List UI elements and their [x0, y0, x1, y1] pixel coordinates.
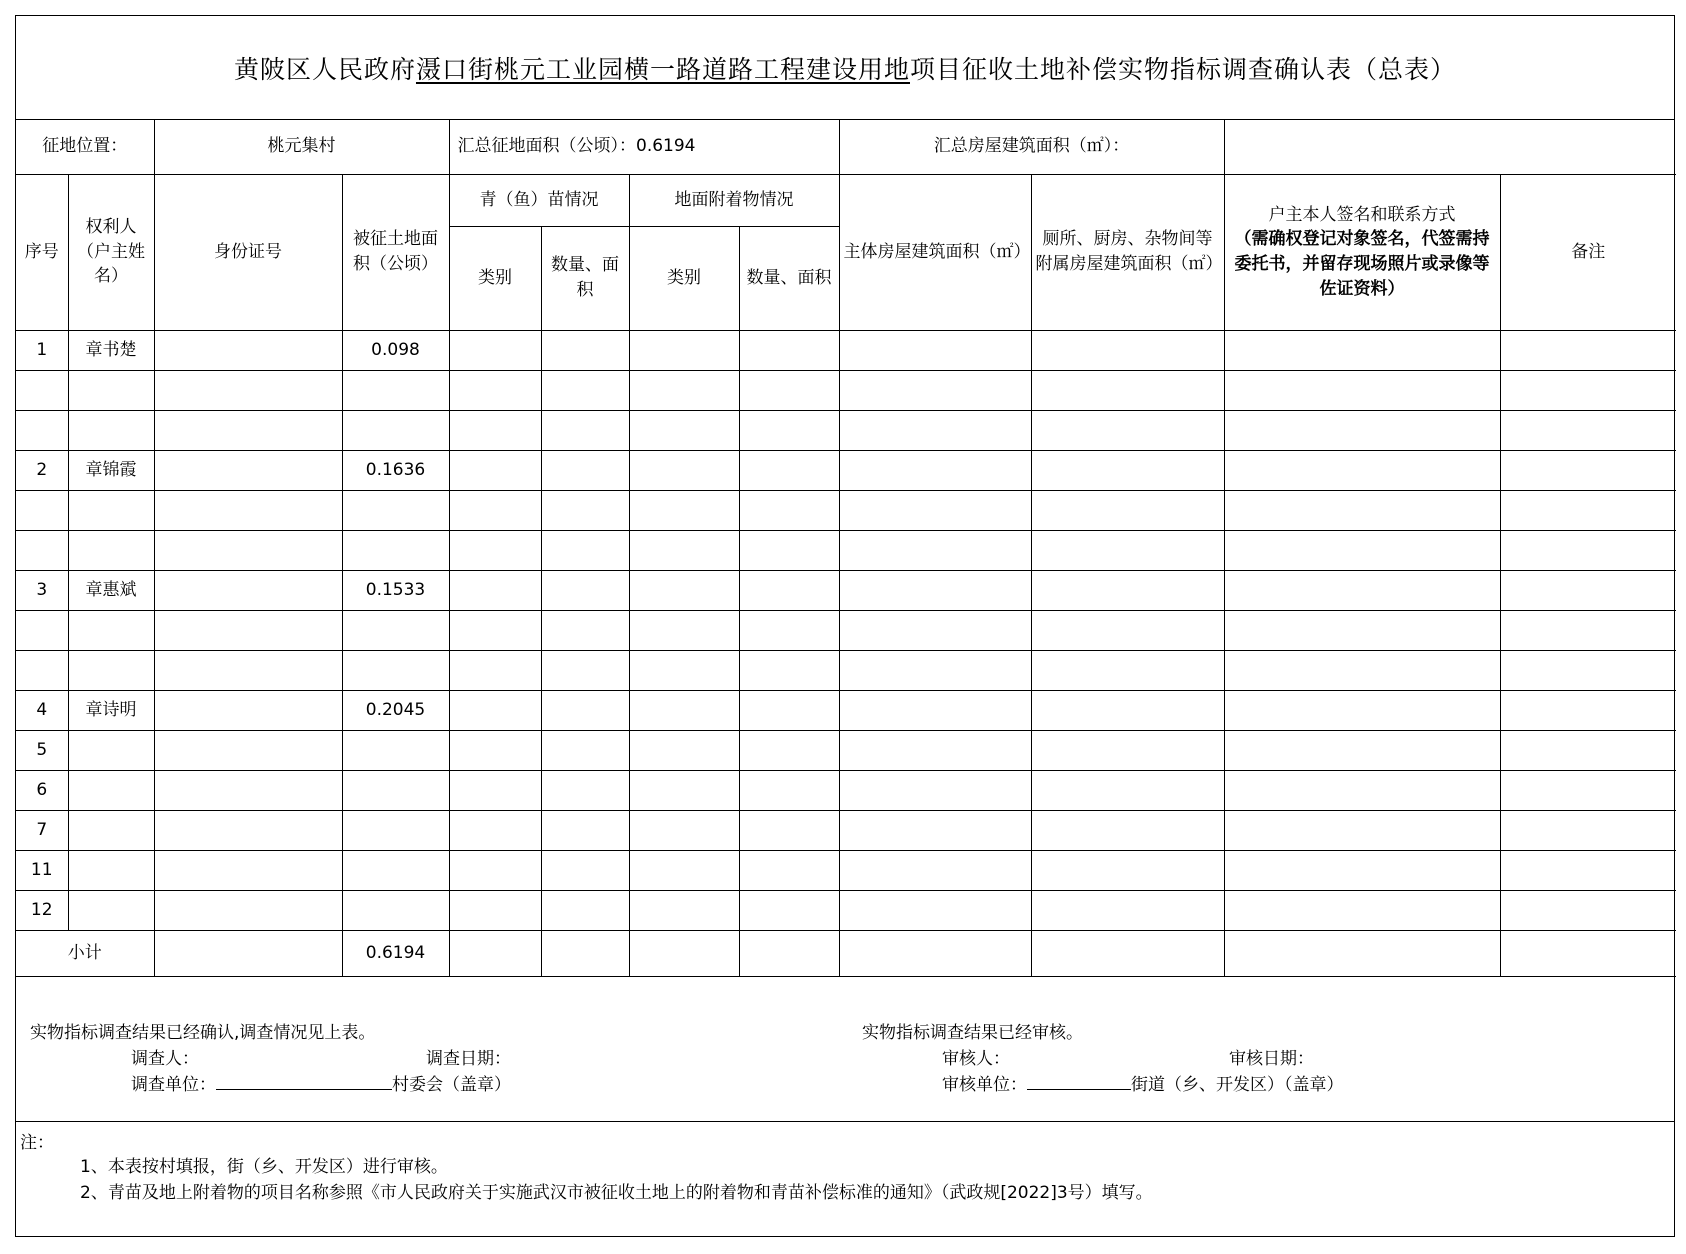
location-label: 征地位置： [16, 120, 154, 174]
row-blank-cell [1500, 370, 1676, 410]
row-land-area [342, 890, 449, 930]
row-blank-cell [449, 490, 541, 530]
row-seq: 6 [16, 770, 68, 810]
row-blank-cell [839, 690, 1031, 730]
row-land-area: 0.1636 [342, 450, 449, 490]
row-blank-cell [1031, 370, 1224, 410]
header-owner: 权利人（户主姓名） [68, 174, 154, 330]
row-blank-cell [1224, 810, 1500, 850]
investigate-unit-blank [216, 1071, 392, 1090]
header-id: 身份证号 [154, 174, 342, 330]
row-owner-name [68, 810, 154, 850]
row-blank-cell [541, 730, 629, 770]
row-blank-cell [839, 490, 1031, 530]
row-land-area [342, 530, 449, 570]
village-seal-label: 村委会（盖章） [392, 1075, 511, 1095]
title-prefix: 黄陂区人民政府 [233, 54, 416, 84]
subtotal-blank-cell [1224, 930, 1500, 976]
row-blank-cell [839, 450, 1031, 490]
row-land-area [342, 810, 449, 850]
row-blank-cell [1500, 330, 1676, 370]
row-seq: 5 [16, 730, 68, 770]
row-id-number [154, 410, 342, 450]
row-id-number [154, 850, 342, 890]
row-blank-cell [541, 650, 629, 690]
row-blank-cell [1031, 330, 1224, 370]
row-id-number [154, 650, 342, 690]
row-blank-cell [739, 330, 839, 370]
row-owner-name [68, 730, 154, 770]
row-blank-cell [1031, 530, 1224, 570]
subtotal-blank-cell [1500, 930, 1676, 976]
subtotal-id-blank [154, 930, 342, 976]
row-blank-cell [739, 890, 839, 930]
table-row [16, 330, 1676, 370]
row-id-number [154, 890, 342, 930]
row-blank-cell [1031, 810, 1224, 850]
row-blank-cell [449, 650, 541, 690]
location-value: 桃元集村 [154, 120, 449, 174]
row-blank-cell [629, 650, 739, 690]
row-blank-cell [541, 450, 629, 490]
row-id-number [154, 490, 342, 530]
row-blank-cell [839, 530, 1031, 570]
row-id-number [154, 370, 342, 410]
total-house-value [1224, 120, 1676, 174]
row-seq [16, 370, 68, 410]
row-blank-cell [839, 410, 1031, 450]
table-row [16, 850, 1676, 890]
row-blank-cell [449, 330, 541, 370]
header-remark: 备注 [1500, 174, 1676, 330]
row-blank-cell [739, 490, 839, 530]
row-seq: 2 [16, 450, 68, 490]
row-blank-cell [739, 650, 839, 690]
row-seq [16, 490, 68, 530]
row-land-area [342, 610, 449, 650]
row-blank-cell [449, 450, 541, 490]
subtotal-blank-cell [739, 930, 839, 976]
row-blank-cell [629, 450, 739, 490]
row-seq: 11 [16, 850, 68, 890]
row-blank-cell [1224, 490, 1500, 530]
row-blank-cell [541, 410, 629, 450]
subtotal-area: 0.6194 [342, 930, 449, 976]
row-blank-cell [1031, 410, 1224, 450]
row-id-number [154, 570, 342, 610]
row-blank-cell [1224, 890, 1500, 930]
total-house-label: 汇总房屋建筑面积（㎡）： [839, 120, 1224, 174]
table-row [16, 450, 1676, 490]
signature-block [16, 992, 1674, 1122]
review-unit-blank [1027, 1071, 1131, 1090]
row-land-area [342, 850, 449, 890]
row-blank-cell [839, 610, 1031, 650]
subtotal-blank-cell [449, 930, 541, 976]
row-blank-cell [1031, 690, 1224, 730]
row-blank-cell [449, 770, 541, 810]
row-blank-cell [629, 810, 739, 850]
row-blank-cell [449, 730, 541, 770]
row-seq: 3 [16, 570, 68, 610]
header-crops-type: 类别 [449, 226, 541, 330]
row-id-number [154, 610, 342, 650]
page-title [16, 16, 1674, 120]
table-row [16, 730, 1676, 770]
row-blank-cell [1500, 690, 1676, 730]
row-seq: 7 [16, 810, 68, 850]
row-owner-name: 章锦霞 [68, 450, 154, 490]
row-blank-cell [449, 530, 541, 570]
row-blank-cell [629, 690, 739, 730]
row-seq [16, 530, 68, 570]
row-blank-cell [1031, 490, 1224, 530]
table-row [16, 690, 1676, 730]
row-blank-cell [629, 610, 739, 650]
row-blank-cell [1031, 850, 1224, 890]
subtotal-blank-cell [541, 930, 629, 976]
investigate-unit-line [131, 1070, 511, 1095]
row-id-number [154, 810, 342, 850]
row-owner-name: 章惠斌 [68, 570, 154, 610]
row-id-number [154, 330, 342, 370]
row-blank-cell [1500, 410, 1676, 450]
subtotal-label: 小计 [16, 930, 154, 976]
row-blank-cell [1224, 850, 1500, 890]
row-id-number [154, 770, 342, 810]
note-2: 2、青苗及地上附着物的项目名称参照《市人民政府关于实施武汉市被征收土地上的附着物和青苗补偿标准的通知》（武政规[2022]3号）填写。 [80, 1183, 1153, 1203]
row-blank-cell [839, 650, 1031, 690]
row-blank-cell [739, 730, 839, 770]
row-blank-cell [1500, 530, 1676, 570]
row-blank-cell [449, 810, 541, 850]
review-date-label: 审核日期： [1229, 1049, 1314, 1069]
table-row [16, 890, 1676, 930]
review-unit-label: 审核单位： [942, 1075, 1027, 1095]
table-row [16, 490, 1676, 530]
investigator-label: 调查人： [131, 1049, 199, 1069]
row-blank-cell [839, 850, 1031, 890]
row-blank-cell [739, 410, 839, 450]
summary-row [16, 120, 1676, 174]
row-blank-cell [1500, 610, 1676, 650]
row-blank-cell [1031, 890, 1224, 930]
row-blank-cell [449, 690, 541, 730]
header-signature [1224, 174, 1500, 330]
row-land-area [342, 650, 449, 690]
row-blank-cell [629, 370, 739, 410]
row-blank-cell [629, 770, 739, 810]
notes-label: 注： [20, 1133, 54, 1153]
row-blank-cell [1224, 610, 1500, 650]
reviewer-label: 审核人： [942, 1049, 1010, 1069]
review-unit-line [942, 1070, 1344, 1095]
row-owner-name [68, 610, 154, 650]
title-project-name: 滠口街桃元工业园横一路道路工程建设用地 [415, 54, 910, 84]
row-blank-cell [739, 450, 839, 490]
total-area-label: 汇总征地面积（公顷）：0.6194 [449, 120, 839, 174]
header-area: 被征土地面积（公顷） [342, 174, 449, 330]
row-land-area [342, 490, 449, 530]
row-blank-cell [449, 850, 541, 890]
row-blank-cell [541, 850, 629, 890]
row-blank-cell [1500, 650, 1676, 690]
row-blank-cell [1500, 850, 1676, 890]
row-blank-cell [839, 890, 1031, 930]
row-blank-cell [541, 690, 629, 730]
table-row [16, 770, 1676, 810]
row-blank-cell [629, 890, 739, 930]
row-blank-cell [541, 810, 629, 850]
subtotal-row [16, 930, 1676, 976]
note-1: 1、本表按村填报，街（乡、开发区）进行审核。 [80, 1157, 448, 1177]
row-seq: 4 [16, 690, 68, 730]
row-id-number [154, 530, 342, 570]
row-owner-name [68, 370, 154, 410]
row-blank-cell [449, 610, 541, 650]
row-blank-cell [629, 730, 739, 770]
row-blank-cell [541, 570, 629, 610]
row-blank-cell [1224, 690, 1500, 730]
row-blank-cell [1031, 610, 1224, 650]
subtotal-blank-cell [629, 930, 739, 976]
street-seal-label: 街道（乡、开发区）（盖章） [1131, 1075, 1344, 1095]
row-blank-cell [1500, 810, 1676, 850]
row-owner-name [68, 770, 154, 810]
header-crops: 青（鱼）苗情况 [449, 174, 629, 226]
row-blank-cell [541, 530, 629, 570]
row-id-number [154, 730, 342, 770]
subtotal-blank-cell [839, 930, 1031, 976]
row-blank-cell [1500, 490, 1676, 530]
row-land-area: 0.1533 [342, 570, 449, 610]
table-row [16, 570, 1676, 610]
row-blank-cell [839, 730, 1031, 770]
row-blank-cell [739, 370, 839, 410]
row-blank-cell [739, 770, 839, 810]
row-blank-cell [629, 330, 739, 370]
table-row [16, 410, 1676, 450]
row-blank-cell [449, 570, 541, 610]
row-blank-cell [541, 490, 629, 530]
row-blank-cell [629, 850, 739, 890]
row-blank-cell [739, 530, 839, 570]
header-attachments: 地面附着物情况 [629, 174, 839, 226]
row-blank-cell [1224, 650, 1500, 690]
row-blank-cell [1224, 330, 1500, 370]
row-blank-cell [1031, 570, 1224, 610]
row-seq: 12 [16, 890, 68, 930]
row-blank-cell [1500, 770, 1676, 810]
row-blank-cell [1031, 770, 1224, 810]
row-seq [16, 650, 68, 690]
row-blank-cell [739, 610, 839, 650]
row-blank-cell [1224, 370, 1500, 410]
header-signature-title: 户主本人签名和联系方式 [1268, 204, 1456, 225]
row-blank-cell [739, 570, 839, 610]
row-blank-cell [1224, 410, 1500, 450]
investigate-unit-label: 调查单位： [131, 1075, 216, 1095]
row-owner-name [68, 890, 154, 930]
row-land-area [342, 370, 449, 410]
row-blank-cell [839, 770, 1031, 810]
row-blank-cell [541, 370, 629, 410]
investigate-date-label: 调查日期： [426, 1049, 511, 1069]
row-blank-cell [1224, 570, 1500, 610]
row-blank-cell [1500, 890, 1676, 930]
table-row [16, 610, 1676, 650]
row-blank-cell [629, 570, 739, 610]
row-blank-cell [449, 410, 541, 450]
row-blank-cell [1224, 770, 1500, 810]
right-confirm-text: 实物指标调查结果已经审核。 [862, 1023, 1083, 1043]
title-suffix: 项目征收土地补偿实物指标调查确认表（总表） [910, 54, 1457, 84]
left-confirm-text: 实物指标调查结果已经确认,调查情况见上表。 [30, 1023, 376, 1043]
row-owner-name [68, 850, 154, 890]
row-id-number [154, 690, 342, 730]
table-row [16, 650, 1676, 690]
row-blank-cell [1224, 730, 1500, 770]
header-crops-qty: 数量、面积 [541, 226, 629, 330]
header-attach-type: 类别 [629, 226, 739, 330]
row-blank-cell [1031, 450, 1224, 490]
row-blank-cell [629, 410, 739, 450]
row-blank-cell [541, 610, 629, 650]
row-owner-name [68, 410, 154, 450]
header-row-1 [16, 174, 1676, 226]
row-blank-cell [739, 690, 839, 730]
row-blank-cell [839, 570, 1031, 610]
row-blank-cell [1224, 530, 1500, 570]
row-blank-cell [449, 890, 541, 930]
header-aux-house: 厕所、厨房、杂物间等附属房屋建筑面积（㎡） [1031, 174, 1224, 330]
row-blank-cell [449, 370, 541, 410]
header-main-house: 主体房屋建筑面积（㎡） [839, 174, 1031, 330]
row-owner-name: 章书楚 [68, 330, 154, 370]
row-land-area [342, 770, 449, 810]
header-attach-qty: 数量、面积 [739, 226, 839, 330]
row-blank-cell [739, 810, 839, 850]
row-blank-cell [1500, 570, 1676, 610]
table-row [16, 810, 1676, 850]
row-id-number [154, 450, 342, 490]
row-owner-name [68, 490, 154, 530]
form-sheet [15, 15, 1675, 1237]
row-blank-cell [629, 530, 739, 570]
row-blank-cell [839, 370, 1031, 410]
row-blank-cell [839, 810, 1031, 850]
row-land-area [342, 410, 449, 450]
row-blank-cell [629, 490, 739, 530]
row-blank-cell [1224, 450, 1500, 490]
row-owner-name [68, 530, 154, 570]
table-row [16, 370, 1676, 410]
row-blank-cell [541, 330, 629, 370]
survey-table [16, 120, 1676, 977]
row-blank-cell [1500, 450, 1676, 490]
row-land-area [342, 730, 449, 770]
row-seq: 1 [16, 330, 68, 370]
row-owner-name: 章诗明 [68, 690, 154, 730]
row-blank-cell [541, 890, 629, 930]
row-land-area: 0.098 [342, 330, 449, 370]
row-blank-cell [839, 330, 1031, 370]
subtotal-blank-cell [1031, 930, 1224, 976]
row-blank-cell [1500, 730, 1676, 770]
row-land-area: 0.2045 [342, 690, 449, 730]
row-blank-cell [739, 850, 839, 890]
row-blank-cell [1031, 730, 1224, 770]
table-row [16, 530, 1676, 570]
row-seq [16, 610, 68, 650]
header-signature-note: （需确权登记对象签名，代签需持委托书，并留存现场照片或录像等佐证资料） [1234, 229, 1490, 299]
header-seq: 序号 [16, 174, 68, 330]
row-seq [16, 410, 68, 450]
row-owner-name [68, 650, 154, 690]
row-blank-cell [1031, 650, 1224, 690]
row-blank-cell [541, 770, 629, 810]
